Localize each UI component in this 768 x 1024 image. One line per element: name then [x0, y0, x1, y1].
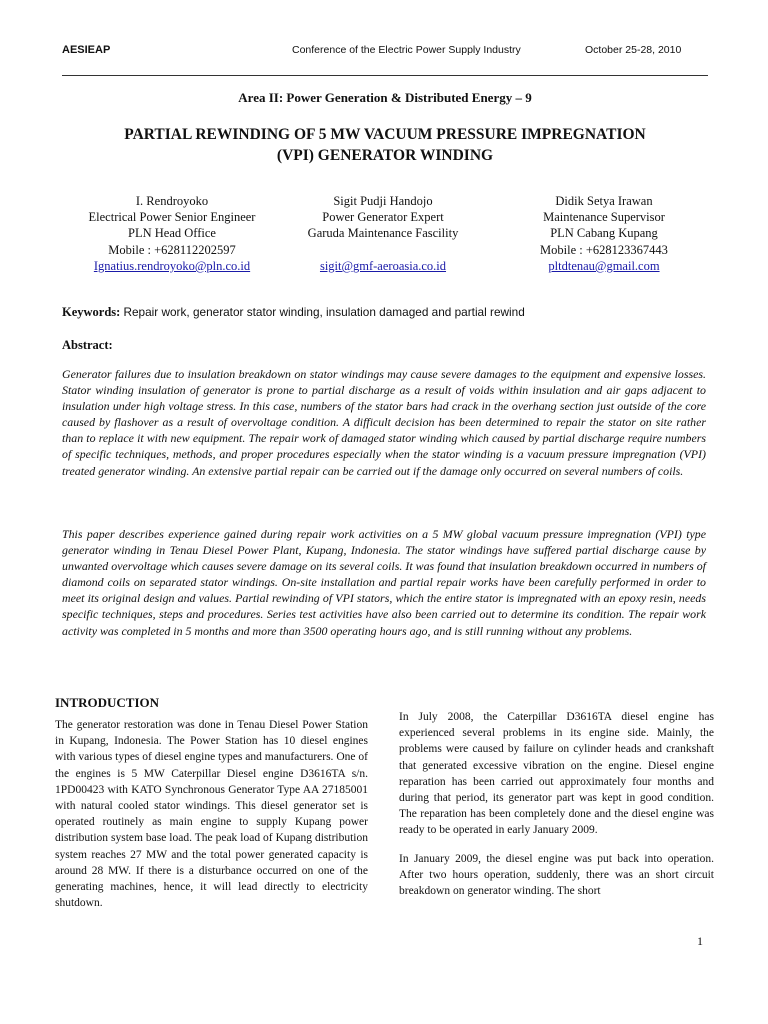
author-organization: PLN Head Office	[128, 226, 216, 241]
header-divider	[62, 75, 708, 76]
abstract-paragraph-2: This paper describes experience gained during repair work activities on a 5 MW global vacuum pressure impregnation (VPI) type generator winding in Tenau Diesel Power Plant, Kupang, Indonesia. The stator windings have suffered partial discharge cause by unwanted overvoltage which causes severe damage on its several coils. It was found that insulation breakdown occurred in numbers of diamond coils on separated stator windings. On-site installation and partial repair works have been carefully performed in order to meet its original design and values. Partial rewinding of VPI stators, which the entire stator is impregnated with an epoxy resin, needs specific techniques, steps and procedures. Series test activities have also been carried out to determine its condition. The repair work activity was completed in 5 months and more than 3500 operating hours ago, and is still running without any problems.	[62, 527, 706, 638]
paper-title	[62, 124, 708, 166]
introduction-right-paragraph-2: In January 2009, the diesel engine was put back into operation. After two hours operation, suddenly, there was an short circuit breakdown on generator winding. The short	[399, 852, 714, 898]
keywords-text: Repair work, generator stator winding, insulation damaged and partial rewind	[123, 305, 525, 319]
keywords-line	[62, 305, 712, 320]
author-mobile: Mobile : +628112202597	[108, 242, 236, 257]
author-mobile: Mobile : +628123367443	[540, 242, 668, 257]
introduction-heading: INTRODUCTION	[55, 695, 160, 710]
author-organization: PLN Cabang Kupang	[550, 226, 658, 241]
abstract-heading: Abstract:	[62, 338, 113, 352]
author-name: Didik Setya Irawan	[555, 194, 653, 208]
area-heading: Area II: Power Generation & Distributed Energy – 9	[238, 90, 532, 105]
introduction-right-paragraph-1: In July 2008, the Caterpillar D3616TA diesel engine has experienced several problems in its engine side. Mainly, the problems were caused by failure on cylinder heads and crankshaft that generated excessive vibration on the engine. Diesel engine reparation has been carried out approximately four months and during that period, its generator part was kept in good condition. The reparation has been completely done and the diesel engine was ready to be operated in early January 2009.	[399, 711, 714, 837]
author-block-2	[283, 193, 483, 274]
author-role: Electrical Power Senior Engineer	[88, 210, 256, 225]
author-name: I. Rendroyoko	[135, 194, 209, 208]
introduction-left-column: The generator restoration was done in Tenau Diesel Power Station in Kupang, Indonesia. The Power Station has 10 diesel engines with various types of diesel engine types and manufacturers. One of the engines is 5 MW Caterpillar Diesel engine D3616TA s/n. 1PD00423 with KATO Synchronous Generator Type AA 27185001 with natural cooled stator windings. This diesel generator set is operated routinely as main engine to supply Kupang power distribution system base load. The peak load of Kupang distribution system reaches 27 MW and the total power generated capacity is around 28 MW. If there is a disturbance occurred on one of the generating machines, hence, it will lead directly to electricity shutdown.	[55, 719, 368, 910]
page-number: 1	[697, 934, 703, 948]
author-role: Power Generator Expert	[322, 210, 444, 225]
introduction-right-column	[399, 709, 714, 911]
paper-title-line-1: PARTIAL REWINDING OF 5 MW VACUUM PRESSURE IMPREGNATION	[124, 126, 646, 143]
paper-title-line-2: (VPI) GENERATOR WINDING	[276, 147, 494, 164]
author-email-link[interactable]: sigit@gmf-aeroasia.co.id	[319, 258, 447, 273]
author-organization: Garuda Maintenance Fascility	[307, 226, 459, 241]
header-date: October 25-28, 2010	[585, 44, 682, 56]
author-block-1	[62, 193, 282, 274]
author-mobile-empty	[283, 242, 483, 258]
author-name: Sigit Pudji Handojo	[333, 194, 433, 208]
header-conference-acronym: AESIEAP	[62, 44, 111, 56]
keywords-label: Keywords:	[62, 305, 121, 319]
author-role: Maintenance Supervisor	[543, 210, 665, 225]
author-email-link[interactable]: pltdtenau@gmail.com	[548, 258, 660, 273]
author-email-link[interactable]: Ignatius.rendroyoko@pln.co.id	[93, 258, 251, 273]
header-conference-name: Conference of the Electric Power Supply Industry	[292, 44, 521, 56]
author-block-3	[494, 193, 714, 274]
abstract-paragraph-1: Generator failures due to insulation breakdown on stator windings may cause severe damages to the equipment and expensive losses. Stator winding insulation of generator is prone to partial discharge as a result of voids within insulation and air gaps adjacent to insulation under high voltage stress. In this case, numbers of the stator bars had crack in the overhang section just outside of the core caused by flashover as a result of overvoltage condition. A difficult decision has been determined to repair the stator on site rather than to replace it with new equipment. The repair work of damaged stator winding which caused by partial discharge require numbers of specific techniques, methods, and proper procedures especially when the stator winding is a vacuum pressure impregnation (VPI) treated generator winding. An extensive partial repair can be carried out if the damage only occurred on several numbers of coils.	[62, 367, 706, 478]
